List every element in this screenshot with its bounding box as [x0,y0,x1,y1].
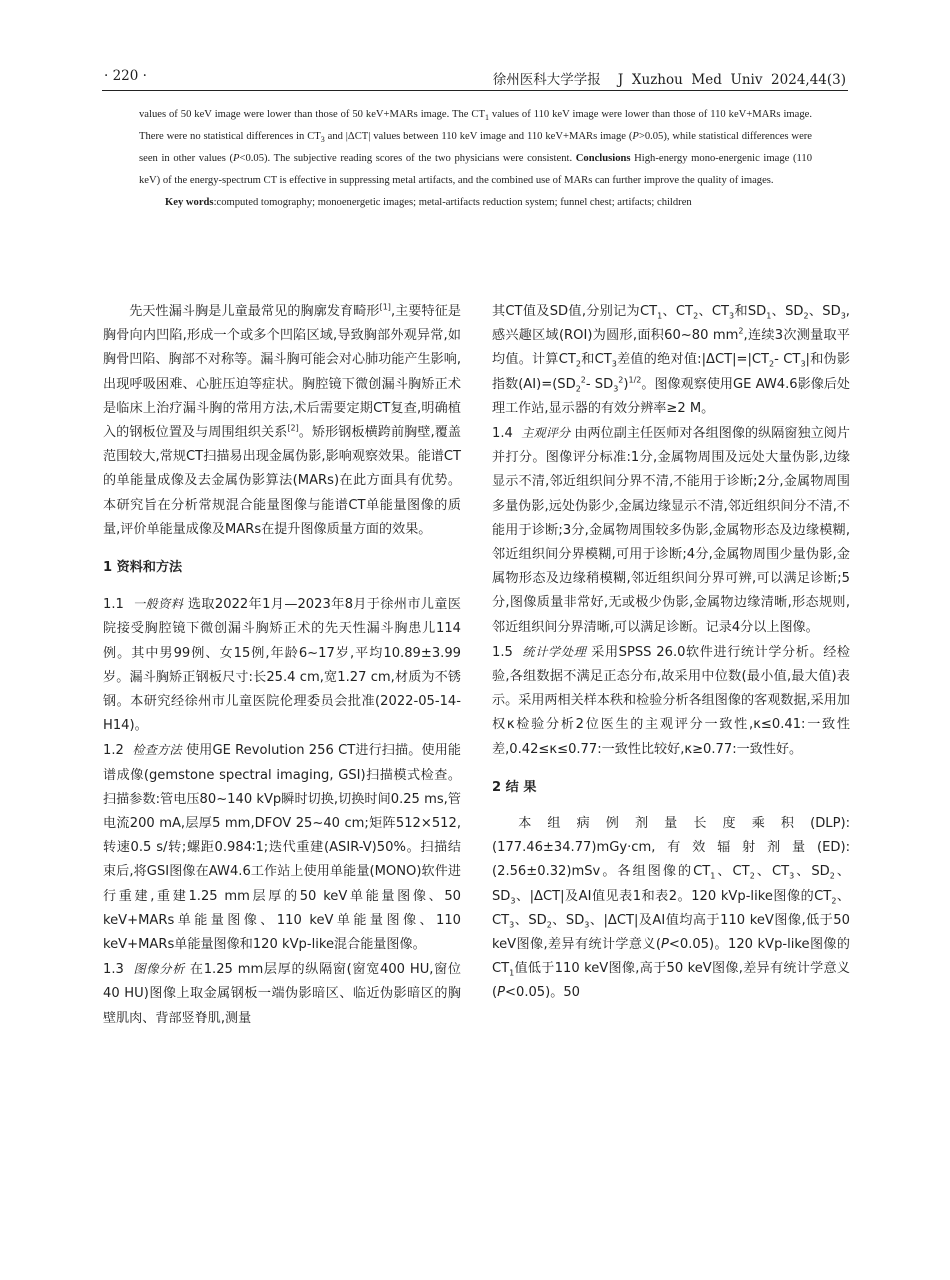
subsection-1-4: 1.4 主观评分 由两位副主任医师对各组图像的纵隔窗独立阅片并打分。图像评分标准:1分,金属物周围及远处大量伪影,边缘显示不清,邻近组织间分界不清,不能用于诊断;2分,金属物周围多量伪影,远处伪影少,金属边缘显示不清,邻近组织间分不清,不能用于诊断;3分,金属物周围较多伪影,金属物形态及边缘模糊,邻近组织间分界模糊,可用于诊断;4分,金属物周围少量伪影,金属物形态及边缘稍模糊,邻近组织间分界可辨,可以满足诊断;5分,图像质量非常好,无或极少伪影,金属物边缘清晰,形态规则,邻近组织间分界清晰,可以满足诊断。记录4分以上图像。 [492,426,851,635]
running-header [102,62,848,91]
left-column [103,300,461,1031]
results-paragraph: 本组病例剂量长度乘积(DLP):(177.46±34.77)mGy·cm,有效辐射剂量(ED):(2.56±0.32)mSv。各组图像的$CT_1$、$CT_2$、$CT_3$、$SD_2$、$SD_3$、|ΔCT|及AI值见表1和表2。120 kVp-like图像的$CT_2$、$CT_3$、$SD_2$、$SD_3$、|ΔCT|及AI值均高于110 keV图像,低于50 keV图像,差异有统计学意义(P<0.05)。120 kVp-like图像的$CT_1$值低于110 keV图像,高于50 keV图像,差异有统计学意义(P<0.05)。50 [492,816,851,1001]
page-number: · 220 · [104,68,147,84]
subsection-1-1: 1.1 一般资料 选取2022年1月—2023年8月于徐州市儿童医院接受胸腔镜下微创漏斗胸矫正术的先天性漏斗胸患儿114例。其中男99例、女15例,年龄6~17岁,平均10.89±3.99岁。漏斗胸矫正钢板尺寸:长25.4 cm,宽1.27 cm,材质为不锈钢。本研究经徐州市儿童医院伦理委员会批准(2022-05-14-H14)。 [103,597,462,734]
abstract-text: values of 50 keV image were lower than those of 50 keV+MARs image. The $CT_1$ values of 110 keV image were lower than those of 110 keV+MARs image. There were no statistical differences in $CT_3$ and |ΔCT| values between 110 keV image and 110 keV+MARs image (P>0.05), while statistical differences were seen in other values (P<0.05). The subjective reading scores of the two physicians were consistent. Conclusions High-energy mono-energenic image (110 keV) of the energy-spectrum CT is effective in suppressing metal artifacts, and the combined use of MARs can further improve the quality of images. [139,109,813,186]
measurement-paragraph: 其CT值及SD值,分别记为$CT_1$、$CT_2$、$CT_3$和$SD_1$、$SD_2$、$SD_3$,感兴趣区域(ROI)为圆形,面积60~80 $mm^2$,连续3次测量取平均值。计算$CT_2$和$CT_3$差值的绝对值$:|\Delta CT|=|CT_2-$ $CT_3|$和伪影指数$(AI)=(SD_2^2-$ $SD_3^2)^{1/2}$。图像观察使用GE AW4.6影像后处理工作站,显示器的有效分辨率≥2 M。 [492,304,851,416]
subsection-1-2: 1.2 检查方法 使用GE Revolution 256 CT进行扫描。使用能谱成像(gemstone spectral imaging, GSI)扫描模式检查。扫描参数:管电压80~140 kVp瞬时切换,切换时间0.25 ms,管电流200 mA,层厚5 mm,DFOV 25~40 cm;矩阵512×512,转速0.5 s/转;螺距0.984∶1;迭代重建(ASIR-V)50%。扫描结束后,将GSI图像在AW4.6工作站上使用单能量(MONO)软件进行重建,重建1.25 mm层厚的50 keV单能量图像、50 keV+MARs单能量图像、110 keV单能量图像、110 keV+MARs单能量图像和120 kVp-like混合能量图像。 [103,743,462,953]
keywords: Key words:computed tomography; monoenergetic images; metal-artifacts reduction system; funnel chest; artifacts; children [165,197,692,208]
subsection-1-3: 1.3 图像分析 在1.25 mm层厚的纵隔窗(窗宽400 HU,窗位40 HU)图像上取金属钢板一端伪影暗区、临近伪影暗区的胸壁肌肉、背部竖脊肌,测量 [103,962,462,1026]
intro-paragraph: 先天性漏斗胸是儿童最常见的胸廓发育畸形[1],主要特征是胸骨向内凹陷,形成一个或多个凹陷区域,导致胸部外观异常,如胸骨凹陷、胸部不对称等。漏斗胸可能会对心肺功能产生影响,出现呼吸困难、心脏压迫等症状。胸腔镜下微创漏斗胸矫正术是临床上治疗漏斗胸的常用方法,术后需要定期CT复查,明确植入的钢板位置及与周围组织关系[2]。矫形钢板横跨前胸壁,覆盖范围较大,常规CT扫描易出现金属伪影,影响观察效果。能谱CT的单能量成像及去金属伪影算法(MARs)在此方面具有优势。本研究旨在分析常规混合能量图像与能谱CT单能量图像的质量,评价单能量成像及MARs在提升图像质量方面的效果。 [103,302,461,537]
journal-citation: 徐州医科大学学报 J Xuzhou Med Univ 2024,44(3) [492,72,846,88]
conclusions-label: Conclusions [575,153,631,164]
right-column [492,300,850,1006]
citation-ref[interactable]: [1] [379,302,391,312]
section-heading-methods: 1 资料和方法 [103,560,183,576]
subsection-1-5: 1.5 统计学处理 采用SPSS 26.0软件进行统计学分析。经检验,各组数据不满足正态分布,故采用中位数(最小值,最大值)表示。采用两相关样本秩和检验分析各组图像的客观数据,采用加权κ检验分析2位医生的主观评分一致性,κ≤0.41:一致性差,0.42≤κ≤0.77:一致性比较好,κ≥0.77:一致性好。 [492,644,851,757]
citation-ref[interactable]: [2] [287,423,299,433]
english-abstract [139,104,812,214]
section-heading-results: 2 结 果 [492,779,537,795]
